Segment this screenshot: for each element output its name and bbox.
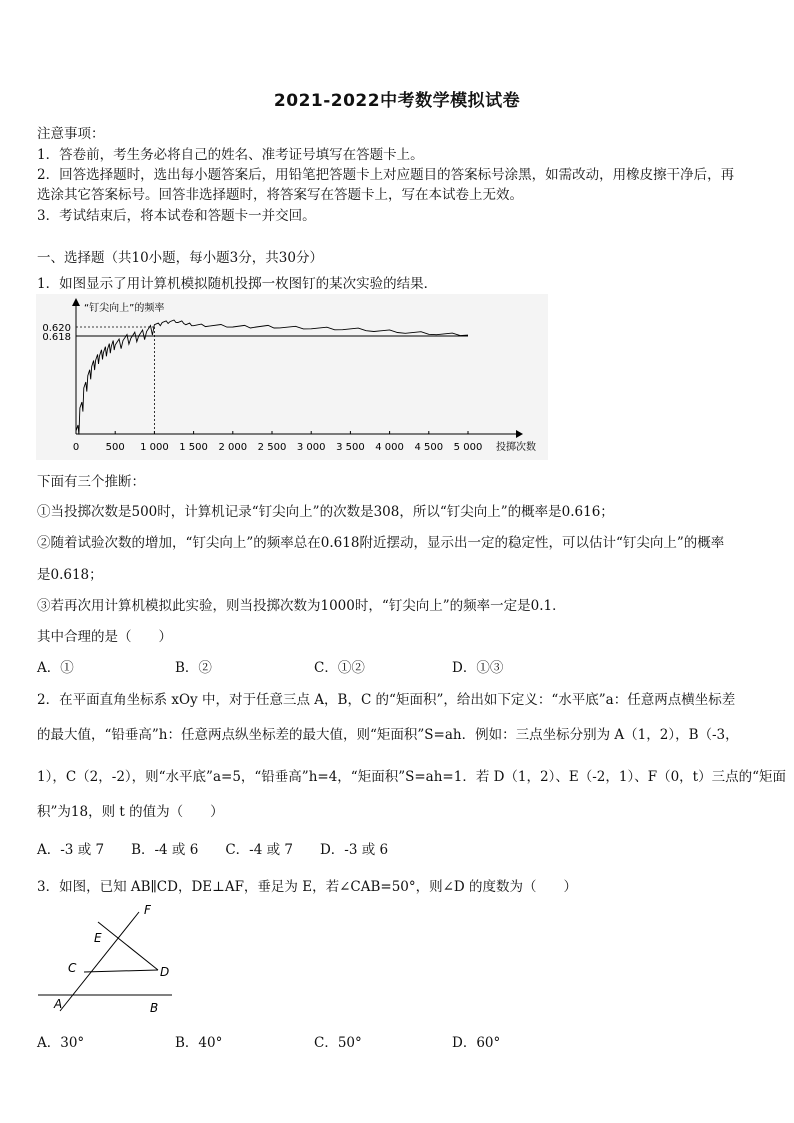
label-d: D xyxy=(160,965,170,979)
chart-background xyxy=(36,294,548,460)
x-tick-label: 1 500 xyxy=(179,442,208,453)
question-3-option-b[interactable]: B．40° xyxy=(175,1035,223,1051)
question-1-inference-2-cont: 是0.618； xyxy=(37,567,103,583)
question-1-option-d[interactable]: D．①③ xyxy=(452,660,504,676)
x-tick-label: 5 000 xyxy=(453,442,483,453)
notice-item-2: 2．回答选择题时，选出每小题答案后，用铅笔把答题卡上对应题目的答案标号涂黑，如需改动，用橡皮擦干净后，再 xyxy=(37,167,735,183)
question-1-inference-2: ②随着试验次数的增加，“钉尖向上”的频率总在0.618附近摆动，显示出一定的稳定性，可以估计“钉尖向上”的概率 xyxy=(37,535,725,551)
question-2-line-1: 2．在平面直角坐标系 xOy 中，对于任意三点 A，B，C 的“矩面积”，给出如下定义：“水平底”a：任意两点横坐标差 xyxy=(37,692,736,708)
question-1-option-b[interactable]: B．② xyxy=(175,660,212,676)
question-3-stem: 3．如图，已知 AB∥CD，DE⊥AF，垂足为 E，若∠CAB=50°，则∠D 的度数为（ ） xyxy=(37,879,578,895)
notice-item-3: 3．考试结束后，将本试卷和答题卡一并交回。 xyxy=(37,208,316,224)
label-b: B xyxy=(150,1001,159,1015)
question-2-line-2: 的最大值，“铅垂高”h：任意两点纵坐标差的最大值，则“矩面积”S=ah．例如：三点坐标分别为 A（1，2），B（-3， xyxy=(37,727,739,743)
y-axis-label: “钉尖向上”的频率 xyxy=(84,303,165,314)
x-tick-label: 0 xyxy=(72,442,80,453)
x-tick-label: 4 500 xyxy=(414,442,444,453)
question-1-prompt: 其中合理的是（ ） xyxy=(37,629,172,645)
geometry-figure xyxy=(36,900,178,1018)
y-tick-label: 0.618 xyxy=(42,332,71,343)
x-axis-label: 投掷次数 xyxy=(496,442,536,453)
y-tick-label: 0.620 xyxy=(42,323,71,334)
line-cd xyxy=(84,970,158,972)
question-2-line-4: 积”为18，则 t 的值为（ ） xyxy=(37,804,224,820)
question-1-option-c[interactable]: C．①② xyxy=(314,660,365,676)
x-tick-label: 3 000 xyxy=(296,442,326,453)
label-f: F xyxy=(144,903,151,917)
x-tick-label: 3 500 xyxy=(336,442,365,453)
question-3-option-d[interactable]: D．60° xyxy=(452,1035,501,1051)
question-1-option-a[interactable]: A．① xyxy=(37,660,74,676)
page-title: 2021-2022中考数学模拟试卷 xyxy=(273,91,521,111)
x-tick-label: 2 000 xyxy=(218,442,248,453)
x-tick-label: 500 xyxy=(105,442,125,453)
x-tick-label: 1 000 xyxy=(140,442,169,453)
question-1-line-1: 下面有三个推断： xyxy=(37,474,145,490)
question-2-line-3: 1），C（2，-2），则“水平底”a=5，“铅垂高”h=4，“矩面积”S=ah=1．若 D（1，2）、E（-2，1）、F（0，t）三点的“矩面 xyxy=(37,769,786,785)
notice-item-1: 1．答卷前，考生务必将自己的姓名、准考证号填写在答题卡上。 xyxy=(37,147,424,163)
label-c: C xyxy=(68,961,77,975)
label-a: A xyxy=(54,997,63,1011)
notice-item-2-cont: 选涂其它答案标号。回答非选择题时，将答案写在答题卡上，写在本试卷上无效。 xyxy=(37,187,523,203)
question-1-inference-1: ①当投掷次数是500时，计算机记录“钉尖向上”的次数是308，所以“钉尖向上”的概率是0.616； xyxy=(37,504,614,520)
question-3-option-c[interactable]: C．50° xyxy=(314,1035,362,1051)
frequency-chart xyxy=(36,294,548,460)
line-de xyxy=(98,922,158,970)
x-tick-label: 4 000 xyxy=(375,442,404,453)
question-1-stem: 1．如图显示了用计算机模拟随机投掷一枚图钉的某次实验的结果． xyxy=(37,276,438,292)
question-3-option-a[interactable]: A．30° xyxy=(37,1035,85,1051)
question-2-options[interactable]: A．-3 或 7 B．-4 或 6 C．-4 或 7 D．-3 或 6 xyxy=(37,842,389,858)
section-heading: 一、选择题（共10小题，每小题3分，共30分） xyxy=(37,250,323,266)
x-tick-label: 2 500 xyxy=(257,442,287,453)
question-1-inference-3: ③若再次用计算机模拟此实验，则当投掷次数为1000时，“钉尖向上”的频率一定是0.1． xyxy=(37,598,566,614)
notice-heading: 注意事项： xyxy=(37,126,105,142)
label-e: E xyxy=(94,931,102,945)
